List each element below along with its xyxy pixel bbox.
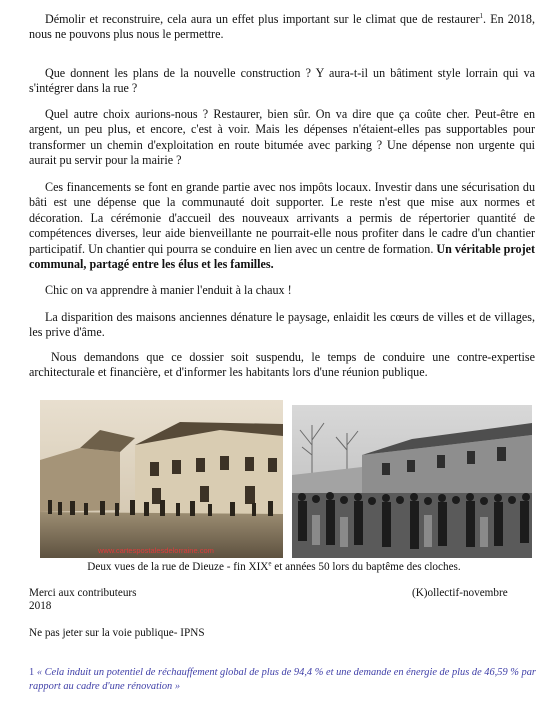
ipns-notice: Ne pas jeter sur la voie publique- IPNS <box>29 627 205 639</box>
paragraph-7: Nous demandons que ce dossier soit suspendu, le temps de conduire une contre-expertise architecturale et financière, et d'informer les habitants lors d'une réunion publique. <box>29 350 535 380</box>
photo-caption <box>0 561 548 573</box>
paragraph-5: Chic on va apprendre à manier l'enduit à la chaux ! <box>45 283 292 297</box>
caption-text: Deux vues de la rue de Dieuze - fin XIX <box>87 561 269 573</box>
paragraph-6: La disparition des maisons anciennes dénature le paysage, enlaidit les cœurs de villes et de villages, les prive d'âme. <box>29 310 535 340</box>
paragraph-1 <box>29 12 535 43</box>
paragraph-1-tail: . En 2018, nous ne pouvons plus nous le permettre. <box>29 12 535 42</box>
year-line: 2018 <box>29 600 52 612</box>
photo-bapteme-des-cloches <box>292 405 532 558</box>
crowd-street-photo <box>292 405 532 558</box>
paragraph-3: Quel autre choix aurions-nous ? Restaurer, bien sûr. On va dire que ça coûte cher. Peut-être en argent, un peu plus, et encore, c'est à voir. Mais les dépenses n'étaient-elles pas supportables pour transformer un chemin d'exploitation en route bitumée avec parking ? Une dépense non urgente qui aurait pu servir pour la mairie ? <box>29 107 535 168</box>
photo-rue-de-dieuze-fin-xixe <box>40 400 283 558</box>
paragraph-1-text: Démolir et reconstruire, cela aura un effet plus important sur le climat que de restaurer <box>45 12 480 26</box>
paragraph-4 <box>29 180 535 272</box>
footnote <box>29 666 539 694</box>
footnote-text: « Cela induit un potentiel de réchauffement global de plus de 94,4 % et une demande en énergie de plus de 46,59 % par rapport au cadre d'une rénovation » <box>29 667 536 692</box>
thanks-line: Merci aux contributeurs <box>29 587 137 599</box>
old-street-photo <box>40 400 283 558</box>
caption-text-end: et années 50 lors du baptême des cloches. <box>271 561 461 573</box>
photo-watermark: www.cartespostalesdelorraine.com <box>98 546 214 555</box>
paragraph-2: Que donnent les plans de la nouvelle construction ? Y aura-t-il un bâtiment style lorrain qui va s'intégrer dans la rue ? <box>29 66 535 96</box>
caption-superscript: e <box>268 559 272 568</box>
footnote-reference: 1 <box>479 11 483 20</box>
footnote-number: 1 <box>29 667 35 678</box>
paragraph-4-text: Ces financements se font en grande partie avec nos impôts locaux. Investir dans une sécurisation du bâti est une dépense que la communauté doit supporter. Le reste n'est que mise aux normes et décoration. La cérémonie d'accueil des nouveaux arrivants a permis de répertorier quantité de compétences diverses, leur aide bienveillante ne pourrait-elle nous profiter dans le cadre d'un chantier participatif. Un chantier qui pourra se conduire en lien avec un centre de formation. <box>29 180 535 256</box>
paragraph-4-bold: Un véritable projet communal, partagé entre les élus et les familles. <box>29 241 536 272</box>
signature: (K)ollectif-novembre <box>412 587 508 599</box>
